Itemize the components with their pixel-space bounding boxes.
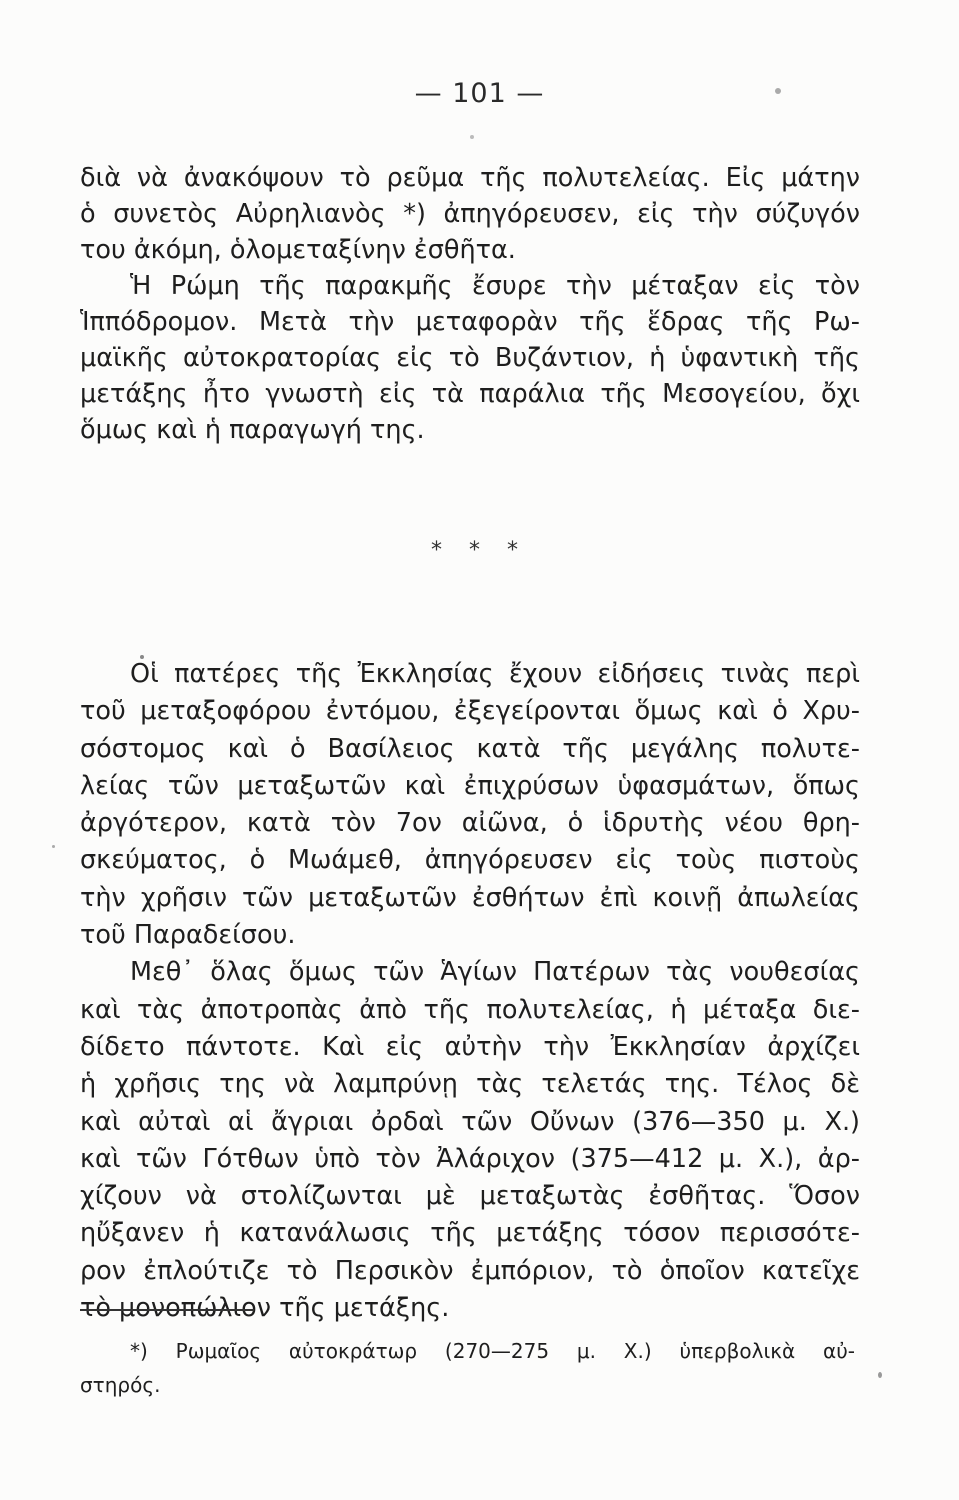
text-line: Μεθ᾽ ὅλας ὅμως τῶν Ἁγίων Πατέρων τὰς νουθεσίας xyxy=(130,957,860,988)
text-line: Ἡ Ρώμη τῆς παρακμῆς ἔσυρε τὴν μέταξαν εἰς τὸν xyxy=(130,271,860,301)
section-separator: * * * xyxy=(431,538,528,563)
text-line: τὴν χρῆσιν τῶν μεταξωτῶν ἐσθήτων ἐπὶ κοινῇ ἀπωλείας xyxy=(80,882,860,913)
text-line: ηὔξανεν ἡ κατανάλωσις τῆς μετάξης τόσον περισσότε- xyxy=(80,1218,860,1249)
text-line: Ἱππόδρομον. Μετὰ τὴν μεταφορὰν τῆς ἕδρας τῆς Ρω- xyxy=(80,307,860,337)
text-line: σκεύματος, ὁ Μωάμεθ, ἀπηγόρευσεν εἰς τοὺς πιστοὺς xyxy=(80,845,860,876)
top-paragraph xyxy=(80,160,860,448)
page-number: — 101 — xyxy=(414,78,545,109)
text-line: τὸ μονοπώλιον τῆς μετάξης. xyxy=(80,1293,450,1324)
text-line: καὶ αὐταὶ αἱ ἄγριαι ὀρδαὶ τῶν Οὔνων (376—350 μ. Χ.) xyxy=(80,1106,860,1137)
text-line: Οἱ πατέρες τῆς Ἐκκλησίας ἔχουν εἰδήσεις τινὰς περὶ xyxy=(130,659,860,689)
text-line: του ἀκόμη, ὁλομεταξίνην ἐσθῆτα. xyxy=(80,235,516,265)
text-line: τοῦ μεταξοφόρου ἐντόμου, ἐξεγείρονται ὅμως καὶ ὁ Χρυ- xyxy=(80,696,860,727)
text-line: διὰ νὰ ἀνακόψουν τὸ ρεῦμα τῆς πολυτελείας. Εἰς μάτην xyxy=(80,163,860,193)
footnote-divider xyxy=(80,1309,254,1311)
text-line: σόστομος καὶ ὁ Βασίλειος κατὰ τῆς μεγάλης πολυτε- xyxy=(80,733,860,764)
text-line: μετάξης ἦτο γνωστὴ εἰς τὰ παράλια τῆς Μεσογείου, ὄχι xyxy=(80,379,860,409)
footnote-line: στηρός. xyxy=(80,1373,161,1397)
text-line: ἀργότερον, κατὰ τὸν 7ον αἰῶνα, ὁ ἱδρυτὴς νέου θρη- xyxy=(80,808,860,839)
text-line: λείας τῶν μεταξωτῶν καὶ ἐπιχρύσων ὑφασμάτων, ὅπως xyxy=(80,770,860,801)
scan-speck xyxy=(140,655,144,659)
scan-speck xyxy=(470,135,474,139)
text-line: μαϊκῆς αὐτοκρατορίας εἰς τὸ Βυζάντιον, ἡ ὑφαντικὴ τῆς xyxy=(80,343,860,373)
scan-speck xyxy=(52,845,55,848)
text-line: τοῦ Παραδείσου. xyxy=(80,920,296,951)
text-line: καὶ τῶν Γότθων ὑπὸ τὸν Ἀλάριχον (375—412 μ. Χ.), ἀρ- xyxy=(80,1143,860,1174)
text-line: καὶ τὰς ἀποτροπὰς ἀπὸ τῆς πολυτελείας, ἡ μέταξα διε- xyxy=(80,994,860,1025)
text-line: δίδετο πάντοτε. Καὶ εἰς αὐτὴν τὴν Ἐκκλησίαν ἀρχίζει xyxy=(80,1031,860,1062)
text-line: ἡ χρῆσις της νὰ λαμπρύνῃ τὰς τελετάς της. Τέλος δὲ xyxy=(80,1069,860,1100)
text-line: ὁ συνετὸς Αὐρηλιανὸς *) ἀπηγόρευσεν, εἰς τὴν σύζυγόν xyxy=(80,199,860,229)
footnote-line: *) Ρωμαῖος αὐτοκράτωρ (270—275 μ. Χ.) ὑπερβολικὰ αὐ- xyxy=(130,1339,855,1363)
scan-speck xyxy=(775,88,781,94)
text-line: χίζουν νὰ στολίζωνται μὲ μεταξωτὰς ἐσθῆτας. Ὅσον xyxy=(80,1181,860,1212)
scan-speck xyxy=(878,1372,882,1378)
text-line: ὅμως καὶ ἡ παραγωγή της. xyxy=(80,415,425,445)
footnote xyxy=(80,1334,855,1402)
text-line: ρον ἐπλούτιζε τὸ Περσικὸν ἐμπόριον, τὸ ὁποῖον κατεῖχε xyxy=(80,1255,860,1286)
main-paragraph xyxy=(80,656,860,1327)
